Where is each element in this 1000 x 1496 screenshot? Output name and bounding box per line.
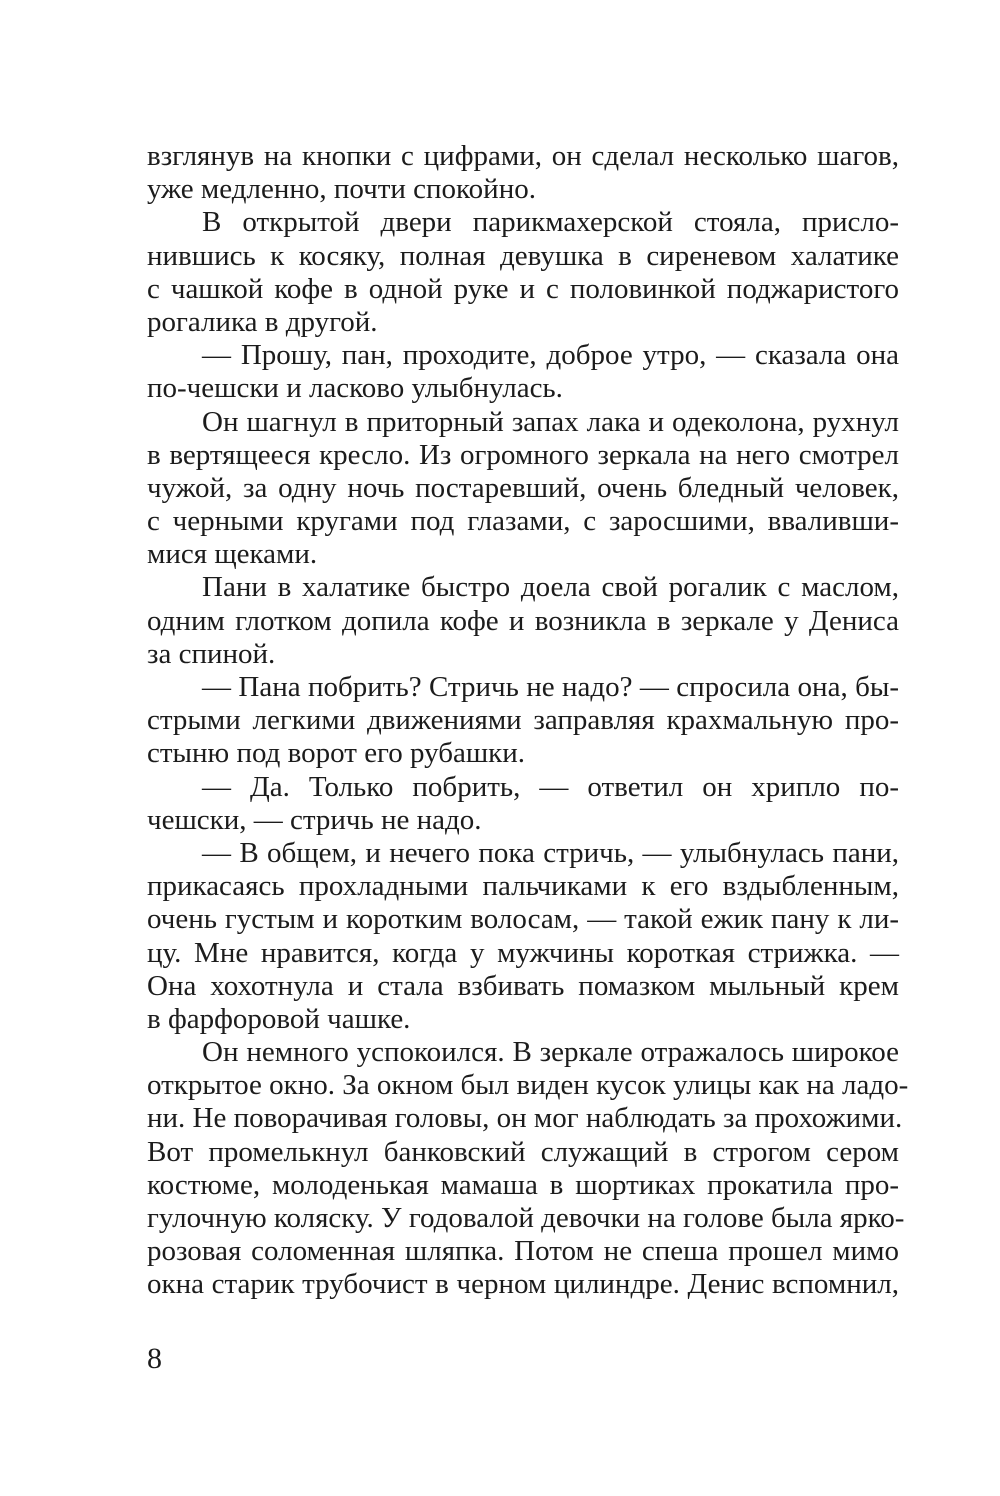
text-line: гулочную коляску. У годовалой девочки на голове была ярко- (147, 1202, 905, 1234)
text-line: уже медленно, почти спокойно. (147, 173, 536, 206)
text-line: Он шагнул в приторный запах лака и одеколона, рухнул (202, 405, 899, 438)
text-line: с черными кругами под глазами, с заросшими, вваливши- (147, 505, 899, 538)
text-line: Она хохотнула и стала взбивать помазком мыльный крем (147, 969, 899, 1002)
text-line: стыню под ворот его рубашки. (147, 737, 526, 770)
text-line: чужой, за одну ночь постаревший, очень бледный человек, (147, 471, 899, 504)
text-line: с чашкой кофе в одной руке и с половинкой поджаристого (147, 272, 899, 305)
text-line: окна старик трубочист в черном цилиндре. Денис вспомнил, (147, 1268, 899, 1301)
text-line: — В общем, и нечего пока стричь, — улыбнулась пани, (202, 836, 899, 869)
text-line: прикасаясь прохладными пальчиками к его вздыбленным, (147, 870, 899, 903)
text-line: мися щеками. (147, 538, 318, 571)
body-text (147, 140, 909, 1302)
text-line: по-чешски и ласково улыбнулась. (147, 372, 563, 405)
text-line: — Прошу, пан, проходите, доброе утро, — сказала она (202, 339, 899, 372)
text-line: костюме, молоденькая мамаша в шортиках прокатила про- (147, 1168, 899, 1201)
text-line: розовая соломенная шляпка. Потом не спеша прошел мимо (147, 1235, 899, 1268)
text-line: за спиной. (147, 637, 276, 670)
text-line: одним глотком допила кофе и возникла в зеркале у Дениса (147, 604, 899, 637)
text-line: открытое окно. За окном был виден кусок улицы как на ладо- (147, 1069, 909, 1102)
text-line: взглянув на кнопки с цифрами, он сделал несколько шагов, (147, 140, 899, 172)
text-line: цу. Мне нравится, когда у мужчины короткая стрижка. — (147, 936, 899, 969)
text-line: Пани в халатике быстро доела свой рогалик с маслом, (202, 571, 899, 604)
text-line: в вертящееся кресло. Из огромного зеркала на него смотрел (147, 438, 899, 471)
text-line: Он немного успокоился. В зеркале отражалось широкое (202, 1036, 899, 1069)
page-number: 8 (147, 1342, 162, 1375)
text-line: — Пана побрить? Стричь не надо? — спросила она, бы- (202, 671, 899, 703)
text-line: ни. Не поворачивая головы, он мог наблюдать за прохожими. (147, 1102, 903, 1135)
text-line: — Да. Только побрить, — ответил он хрипло по- (202, 770, 899, 803)
text-line: в фарфоровой чашке. (147, 1002, 411, 1035)
text-line: очень густым и коротким волосам, — такой ежик пану к ли- (147, 903, 899, 936)
text-line: рогалика в другой. (147, 305, 378, 338)
text-line: Вот промелькнул банковский служащий в строгом сером (147, 1135, 899, 1168)
text-line: нившись к косяку, полная девушка в сиреневом халатике (147, 239, 899, 272)
text-line: стрыми легкими движениями заправляя крахмальную про- (147, 704, 899, 737)
text-line: В открытой двери парикмахерской стояла, присло- (202, 206, 899, 239)
text-line: чешски, — стричь не надо. (147, 803, 482, 836)
